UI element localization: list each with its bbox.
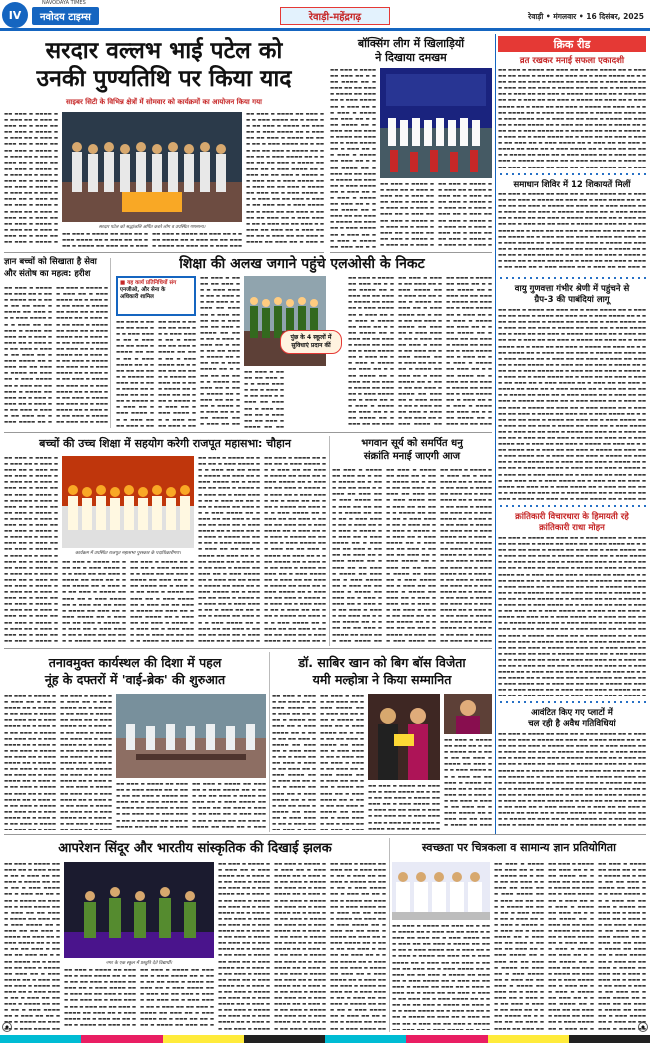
page-number: IV: [2, 2, 28, 28]
literacy-headline: शिक्षा की अलख जगाने पहुंचे एलओसी के निकट: [179, 256, 425, 272]
bigboss-column-3: [368, 784, 440, 830]
knowledge-column-1: [4, 286, 52, 426]
sidebar-item-3-text: [498, 308, 646, 500]
rajput-column-1: [4, 456, 58, 642]
boxing-column-2: [380, 182, 434, 248]
boxing-column-3: [438, 182, 492, 248]
sidebar-item-5-text: [498, 732, 646, 830]
painting-photo: [392, 862, 490, 920]
sidebar-item-4-headline-2: क्रांतिकारी राधा मोहन: [539, 523, 605, 533]
boxing-column-1: [330, 68, 376, 248]
rule-v-3: [269, 652, 270, 832]
office-column-3: [116, 782, 188, 830]
masthead-rule: [0, 28, 650, 31]
boxing-headline-1: बॉक्सिंग लीग में खिलाड़ियों: [357, 37, 465, 50]
literacy-column-3: [200, 276, 240, 428]
bigboss-column-2: [320, 694, 364, 830]
sindoor-column-6: [330, 862, 386, 1030]
literacy-column-1: [116, 320, 154, 428]
literacy-box-line-1: ■ यह कार्य प्रतिनिधियों संग: [120, 280, 177, 286]
rajput-photo-caption: कार्यक्रम में उपस्थित राजपूत महासभा पुरस्कार के पदाधिकारीगण।: [75, 551, 181, 556]
print-color-bar: [0, 1035, 650, 1043]
office-column-4: [192, 782, 266, 830]
rule-5: [4, 834, 646, 835]
sidebar-item-3-headline-2: ग्रैप-3 की पाबंदियां लागू: [534, 295, 610, 305]
bigboss-column-1: [272, 694, 316, 830]
sidebar-item-2-headline: समाधान शिविर में 12 शिकायतें मिलीं: [513, 180, 631, 190]
painting-headline: स्वच्छता पर चित्रकला व सामान्य ज्ञान प्रतियोगिता: [422, 841, 616, 854]
lead-subhead: साइबर सिटी के विभिन्न क्षेत्रों में सोमवार को कार्यक्रमों का आयोजन किया गया: [4, 96, 324, 108]
sidebar-item-1-text: [498, 68, 646, 168]
lead-headline-2: उनकी पुण्यतिथि पर किया याद: [36, 66, 292, 92]
sindoor-column-1: [4, 862, 60, 1030]
boxing-photo: [380, 68, 492, 178]
sidebar-item-4-text: [498, 536, 646, 696]
knowledge-headline-1: ज्ञान बच्चों को सिखाता है सेवा: [4, 257, 97, 267]
rule-v-2: [329, 436, 330, 646]
sidebar-divider-dots-4: [498, 700, 646, 704]
literacy-column-2: [158, 320, 196, 428]
lead-headline-1: सरदार वल्लभ भाई पटेल को: [45, 38, 283, 64]
literacy-pill: पुंछ के 4 स्कूलों में सुविधाएं प्रदान कीं: [280, 330, 342, 354]
masthead: [0, 0, 650, 30]
rule-v-1: [110, 258, 111, 428]
surya-column-2: [386, 468, 436, 642]
office-column-2: [60, 694, 112, 830]
sidebar-title: क्रिक रीड: [498, 36, 646, 52]
lead-column-2: [62, 232, 148, 248]
rule-2: [330, 252, 492, 253]
rajput-column-4: [198, 456, 260, 642]
sidebar-item-2-text: [498, 192, 646, 272]
sindoor-photo: [64, 862, 214, 958]
registration-mark-left: [2, 1022, 12, 1032]
rule-1: [4, 252, 324, 253]
bigboss-headline-2: यमी मल्होत्रा ने किया सम्मानित: [312, 672, 452, 687]
rajput-column-2: [62, 560, 126, 642]
sindoor-column-5: [274, 862, 326, 1030]
city-tag: रेवाड़ी-महेंद्रगढ़: [280, 7, 390, 25]
rule-v-4: [389, 838, 390, 1032]
lead-column-4: [246, 112, 324, 247]
literacy-column-7: [446, 276, 492, 428]
office-headline-1: तनावमुक्त कार्यस्थल की दिशा में पहल: [48, 655, 222, 670]
sindoor-column-4: [218, 862, 270, 1030]
sidebar-item-5-headline-2: चल रही है अवैध गतिविधियां: [528, 719, 616, 729]
bigboss-photo: [368, 694, 440, 780]
sindoor-column-2: [64, 968, 136, 1030]
registration-mark-right: [638, 1022, 648, 1032]
rajput-column-5: [264, 456, 326, 642]
sidebar-item-1-headline: व्रत रखकर मनाई सफला एकादशी: [519, 56, 625, 66]
bigboss-column-4: [444, 738, 492, 830]
paper-name[interactable]: नवोदय टाइम्स: [32, 7, 99, 25]
literacy-column-4: [244, 370, 284, 428]
sidebar-item-3-headline-1: वायु गुणवत्ता गंभीर श्रेणी में पहुंचने से: [514, 284, 630, 294]
boxing-headline-2: ने दिखाया दमखम: [375, 51, 447, 64]
paper-name-small: NAVODAYA TIMES: [42, 0, 86, 6]
office-photo: [116, 694, 266, 778]
lead-photo-caption: सरदार पटेल को श्रद्धांजलि अर्पित करते लोग व उपस्थित गणमान्य।: [98, 225, 206, 230]
office-column-1: [4, 694, 56, 830]
literacy-box-line-3: अधिकारी शामिल: [120, 294, 154, 300]
surya-headline-2: संक्रांति मनाई जाएगी आज: [363, 451, 461, 462]
painting-column-2: [548, 862, 594, 1030]
sidebar-divider-dots-1: [498, 172, 646, 176]
surya-column-1: [332, 468, 382, 642]
dateline: रेवाड़ी • मंगलवार • 16 दिसंबर, 2025: [528, 12, 644, 21]
painting-column-1: [494, 862, 544, 1030]
sidebar-item-5-headline-1: आवंटित किए गए प्लाटों में: [531, 708, 613, 718]
knowledge-headline-2: और संतोष का महत्व: हरीश: [4, 269, 91, 279]
knowledge-column-2: [56, 286, 108, 426]
rule-4: [4, 648, 492, 649]
bigboss-headline-1: डॉ. साबिर खान को बिग बॉस विजेता: [298, 655, 466, 670]
literacy-boxout: [116, 276, 196, 316]
painting-column-4: [392, 924, 490, 1030]
sidebar-divider: [495, 34, 496, 834]
literacy-column-6: [398, 276, 442, 428]
bigboss-photo-2: [444, 694, 492, 734]
painting-column-3: [598, 862, 646, 1030]
surya-headline-1: भगवान सूर्य को समर्पित धनु: [361, 438, 463, 449]
sidebar-item-4-headline-1: क्रांतिकारी विचारधारा के हिमायती रहे: [515, 512, 629, 522]
sindoor-column-3: [140, 968, 214, 1030]
rajput-photo: [62, 456, 194, 548]
sidebar-divider-dots-2: [498, 276, 646, 280]
sidebar-divider-dots-3: [498, 504, 646, 508]
rajput-column-3: [130, 560, 194, 642]
lead-column-1: [4, 112, 58, 247]
lead-photo: [62, 112, 242, 222]
literacy-box-line-2: एनजीओ, और सेना के: [120, 287, 166, 293]
rule-3: [4, 432, 492, 433]
sindoor-headline: आपरेशन सिंदूर और भारतीय सांस्कृतिक की दिखाई झलक: [58, 841, 332, 856]
surya-column-3: [440, 468, 492, 642]
sindoor-photo-caption: नगर के एक स्कूल में प्रस्तुति देते विद्यार्थी।: [105, 961, 173, 966]
office-headline-2: नूंह के दफ्तरों में 'वाई-ब्रेक' की शुरुआत: [44, 672, 226, 687]
literacy-column-5: [348, 276, 394, 428]
rajput-headline: बच्चों की उच्च शिक्षा में सहयोग करेगी राजपूत महासभा: चौहान: [39, 437, 291, 450]
lead-column-3: [152, 232, 242, 248]
